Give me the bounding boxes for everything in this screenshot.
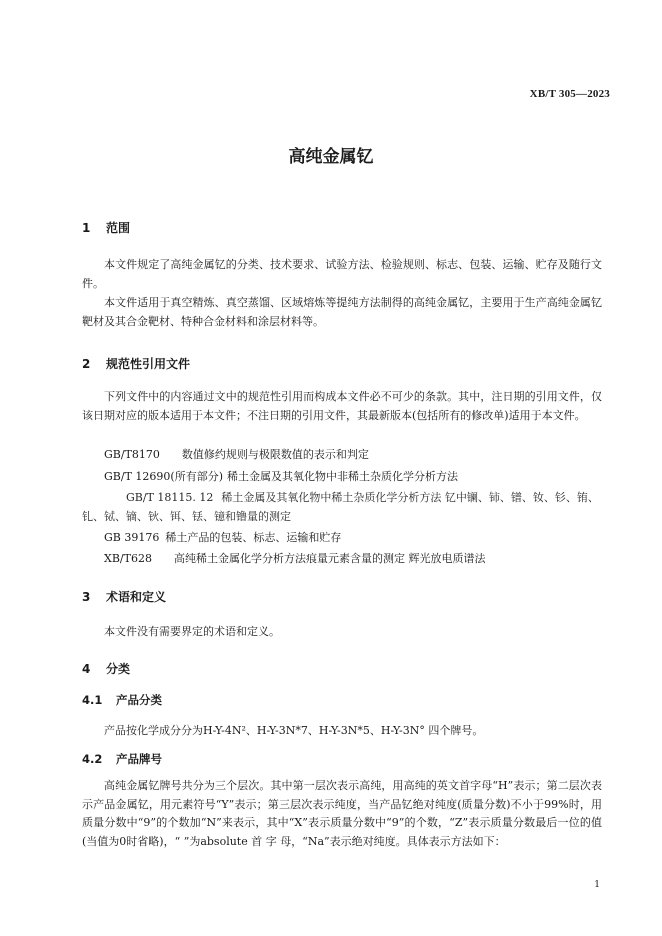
document-title: 高纯金属钇 (288, 147, 374, 167)
subsection-title: 产品分类 (116, 693, 162, 707)
paragraph: 下列文件中的内容通过文中的规范性引用而构成本文件必不可少的条款。其中，注日期的引用文件，仅该日期对应的版本适用于本文件；不注日期的引用文件，其最新版本(包括所有的修改单)适用于本文件。 (82, 390, 602, 422)
reference-item (82, 489, 602, 526)
subsection-4-2-heading (82, 751, 162, 767)
reference-code: GB/T 18115. 12 (126, 491, 214, 504)
reference-code: GB/T 12690(所有部分) (104, 470, 223, 483)
standard-code: XB/T 305—2023 (529, 88, 610, 100)
section-1-heading (82, 219, 130, 236)
section-title: 范围 (106, 221, 131, 235)
reference-item (104, 468, 602, 487)
section-title: 分类 (106, 662, 131, 676)
section-4-heading (82, 660, 130, 677)
section-number: 4 (82, 662, 91, 676)
reference-title: 高纯稀土金属化学分析方法痕量元素含量的测定 辉光放电质谱法 (173, 552, 486, 565)
subsection-number: 4.2 (82, 752, 103, 766)
reference-title: 数值修约规则与极限数值的表示和判定 (181, 448, 369, 461)
reference-title: 稀土金属及其氧化物中非稀土杂质化学分析方法 (227, 470, 458, 483)
section-3-heading (82, 588, 166, 605)
paragraph: 本文件规定了高纯金属钇的分类、技术要求、试验方法、检验规则、标志、包装、运输、贮存及随行文件。 (82, 258, 602, 290)
section-title: 规范性引用文件 (106, 357, 191, 371)
reference-item (104, 550, 602, 569)
section-2-heading (82, 355, 190, 372)
subsection-number: 4.1 (82, 693, 103, 707)
section-number: 1 (82, 221, 91, 235)
reference-item (104, 446, 602, 465)
reference-title: 稀土产品的包装、标志、运输和贮存 (165, 531, 342, 544)
reference-title: 稀土金属及其氧化物中稀土杂质化学分析方法 钇中镧、铈、镨、钕、钐、铕、钆、铽、镝、钬、铒、铥、镱和镥量的测定 (82, 491, 599, 523)
paragraph: 产品按化学成分分为H-Y-4N²、H-Y-3N*7、H-Y-3N*5、H-Y-3N° 四个牌号。 (104, 724, 484, 737)
reference-code: XB/T628 (104, 552, 152, 565)
paragraph: 本文件没有需要界定的术语和定义。 (104, 625, 280, 638)
page-number: 1 (594, 880, 600, 890)
section-number: 2 (82, 357, 91, 371)
reference-code: GB/T8170 (104, 448, 160, 461)
reference-code: GB 39176 (104, 531, 160, 544)
section-number: 3 (82, 590, 91, 604)
reference-item (104, 529, 602, 548)
section-title: 术语和定义 (106, 590, 167, 604)
subsection-4-1-heading (82, 692, 162, 708)
paragraph: 本文件适用于真空精炼、真空蒸馏、区域熔炼等提纯方法制得的高纯金属钇，主要用于生产高纯金属钇靶材及其合金靶材、特种合金材料和涂层材料等。 (82, 296, 602, 328)
subsection-title: 产品牌号 (116, 752, 162, 766)
paragraph: 高纯金属钇牌号共分为三个层次。其中第一层次表示高纯，用高纯的英文首字母“H”表示；第二层次表示产品金属钇，用元素符号“Y”表示；第三层次表示纯度，当产品钇绝对纯度(质量分数)不小于99%时，用质量分数中“9”的个数加“N”来表示，其中“X”表示质量分数中“9”的个数，“Z”表示质量分数最后一位的值(当值为0时省略)，“ ”为absolute 首 字 母，“Na”表示绝对纯度。具体表示方法如下： (82, 779, 602, 848)
